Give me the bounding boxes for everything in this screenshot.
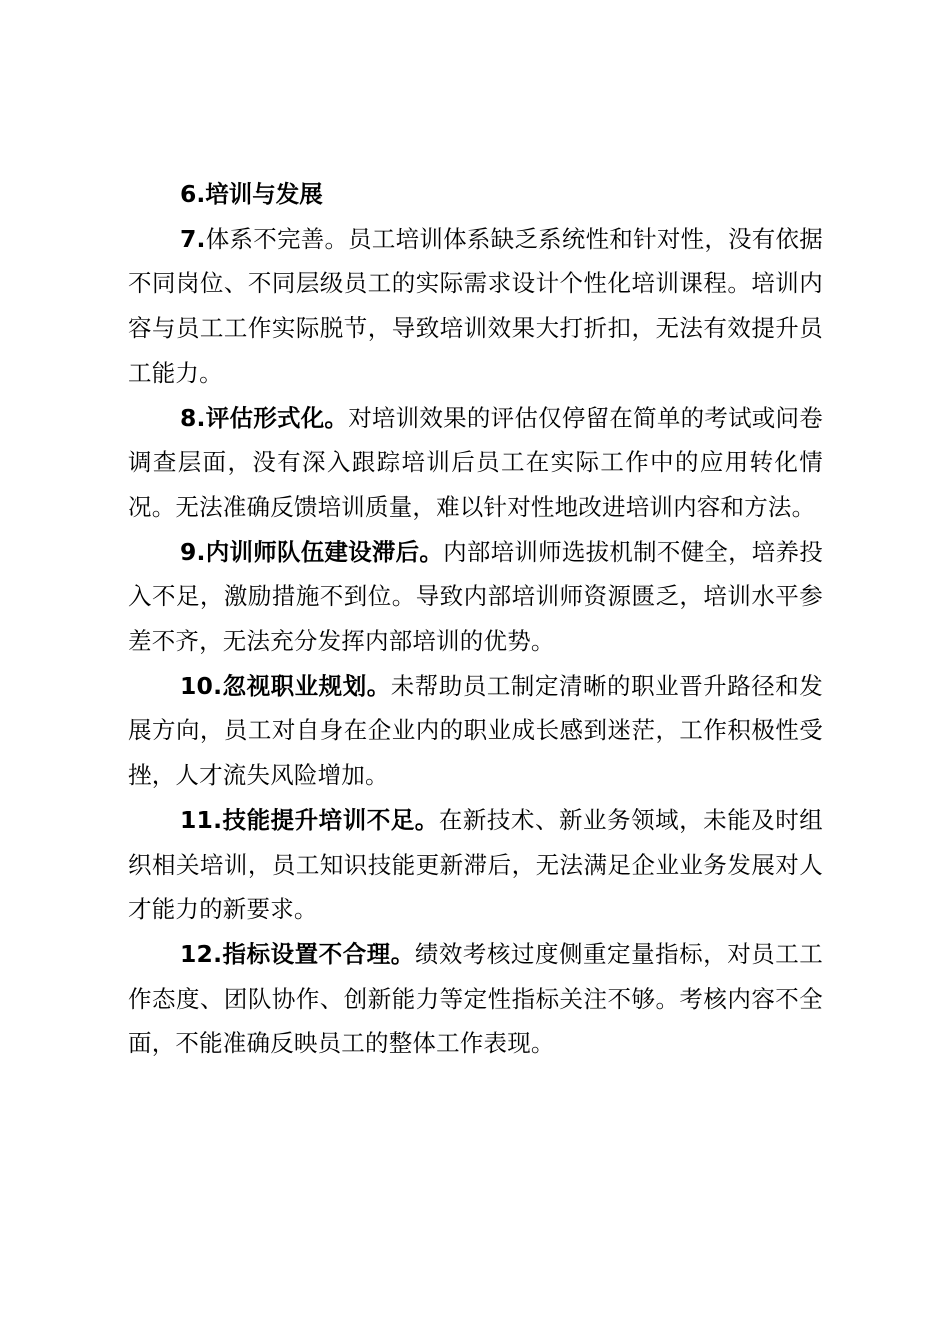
paragraph-11-body: 在新技术、新业务领域，未能及时组织相关培训，员工知识技能更新滞后，无法满足企业业务发展对人才能力的新要求。 bbox=[128, 805, 824, 924]
paragraph-10-title: 10.忽视职业规划。 bbox=[180, 671, 391, 700]
paragraph-7-title: 7. bbox=[180, 224, 206, 253]
paragraph-8-title: 8.评估形式化。 bbox=[180, 403, 349, 432]
paragraph-8-body: 对培训效果的评估仅停留在简单的考试或问卷调查层面，没有深入跟踪培训后员工在实际工作中的应用转化情况。无法准确反馈培训质量，难以针对性地改进培训内容和方法。 bbox=[128, 403, 823, 521]
paragraph-12 bbox=[128, 932, 823, 1066]
paragraph-12-body: 绩效考核过度侧重定量指标，对员工工作态度、团队协作、创新能力等定性指标关注不够。考核内容不全面，不能准确反映员工的整体工作表现。 bbox=[128, 939, 823, 1058]
paragraph-12-title: 12.指标设置不合理。 bbox=[180, 939, 415, 968]
paragraph-8 bbox=[128, 396, 823, 530]
paragraph-10-body: 未帮助员工制定清晰的职业晋升路径和发展方向，员工对自身在企业内的职业成长感到迷茫，工作积极性受挫，人才流失风险增加。 bbox=[128, 671, 823, 790]
paragraph-7-body: 体系不完善。员工培训体系缺乏系统性和针对性，没有依据不同岗位、不同层级员工的实际需求设计个性化培训课程。培训内容与员工工作实际脱节，导致培训效果大打折扣，无法有效提升员工能力。 bbox=[128, 224, 823, 387]
paragraph-10 bbox=[128, 664, 823, 798]
paragraph-11-title: 11.技能提升培训不足。 bbox=[180, 805, 439, 834]
paragraph-9 bbox=[128, 530, 823, 664]
paragraph-11 bbox=[128, 798, 823, 932]
section-heading: 6.培训与发展 bbox=[180, 180, 323, 208]
document-body bbox=[128, 172, 823, 1066]
paragraph-9-title: 9.内训师队伍建设滞后。 bbox=[180, 537, 444, 566]
paragraph-9-body: 内部培训师选拔机制不健全，培养投入不足，激励措施不到位。导致内部培训师资源匮乏，培训水平参差不齐，无法充分发挥内部培训的优势。 bbox=[128, 537, 823, 656]
paragraph-7 bbox=[128, 217, 823, 396]
